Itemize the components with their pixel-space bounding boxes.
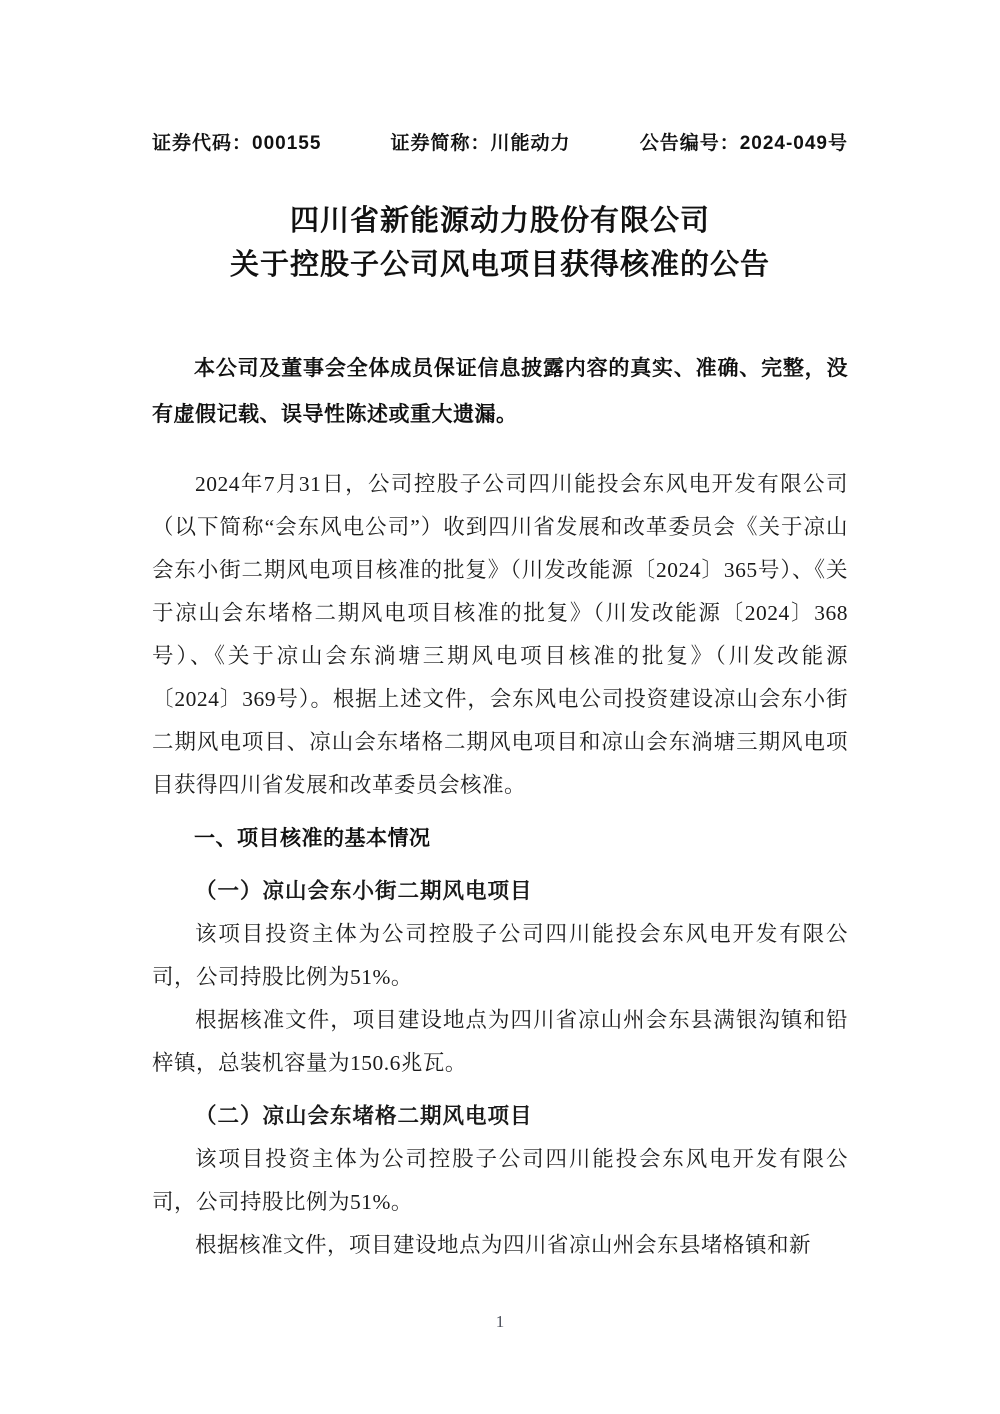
subsection1-heading: （一）凉山会东小街二期风电项目: [195, 879, 533, 903]
page-number: 1: [495, 1312, 505, 1331]
announcement-number: 公告编号：2024-049号: [639, 133, 848, 154]
subsection2-paragraph1: 该项目投资主体为公司控股子公司四川能投会东风电开发有限公司，公司持股比例为51%。: [152, 1147, 848, 1214]
subsection1-paragraph2: 根据核准文件，项目建设地点为四川省凉山州会东县满银沟镇和铅梓镇，总装机容量为150.6兆瓦。: [152, 1008, 848, 1075]
stock-short-name: 证券简称：川能动力: [390, 133, 571, 154]
document-title-line2: 关于控股子公司风电项目获得核准的公告: [229, 249, 770, 281]
subsection1-paragraph1: 该项目投资主体为公司控股子公司四川能投会东风电开发有限公司，公司持股比例为51%。: [152, 922, 848, 989]
document-title-line1: 四川省新能源动力股份有限公司: [289, 205, 710, 237]
subsection2-heading: （二）凉山会东堵格二期风电项目: [195, 1104, 533, 1128]
section1-heading: 一、项目核准的基本情况: [194, 827, 431, 850]
board-statement: 本公司及董事会全体成员保证信息披露内容的真实、准确、完整，没有虚假记载、误导性陈述或重大遗漏。: [152, 356, 848, 426]
document-title: [152, 199, 848, 287]
stock-code: 证券代码：000155: [152, 133, 322, 154]
intro-paragraph: 2024年7月31日，公司控股子公司四川能投会东风电开发有限公司（以下简称“会东风电公司”）收到四川省发展和改革委员会《关于凉山会东小街二期风电项目核准的批复》（川发改能源〔2024〕365号）、《关于凉山会东堵格二期风电项目核准的批复》（川发改能源〔2024〕368号）、《关于凉山会东淌塘三期风电项目核准的批复》（川发改能源〔2024〕369号）。根据上述文件，会东风电公司投资建设凉山会东小街二期风电项目、凉山会东堵格二期风电项目和凉山会东淌塘三期风电项目获得四川省发展和改革委员会核准。: [152, 472, 848, 797]
subsection2-paragraph2-partial: 根据核准文件，项目建设地点为四川省凉山州会东县堵格镇和新: [195, 1233, 812, 1257]
securities-header-row: [152, 128, 848, 155]
